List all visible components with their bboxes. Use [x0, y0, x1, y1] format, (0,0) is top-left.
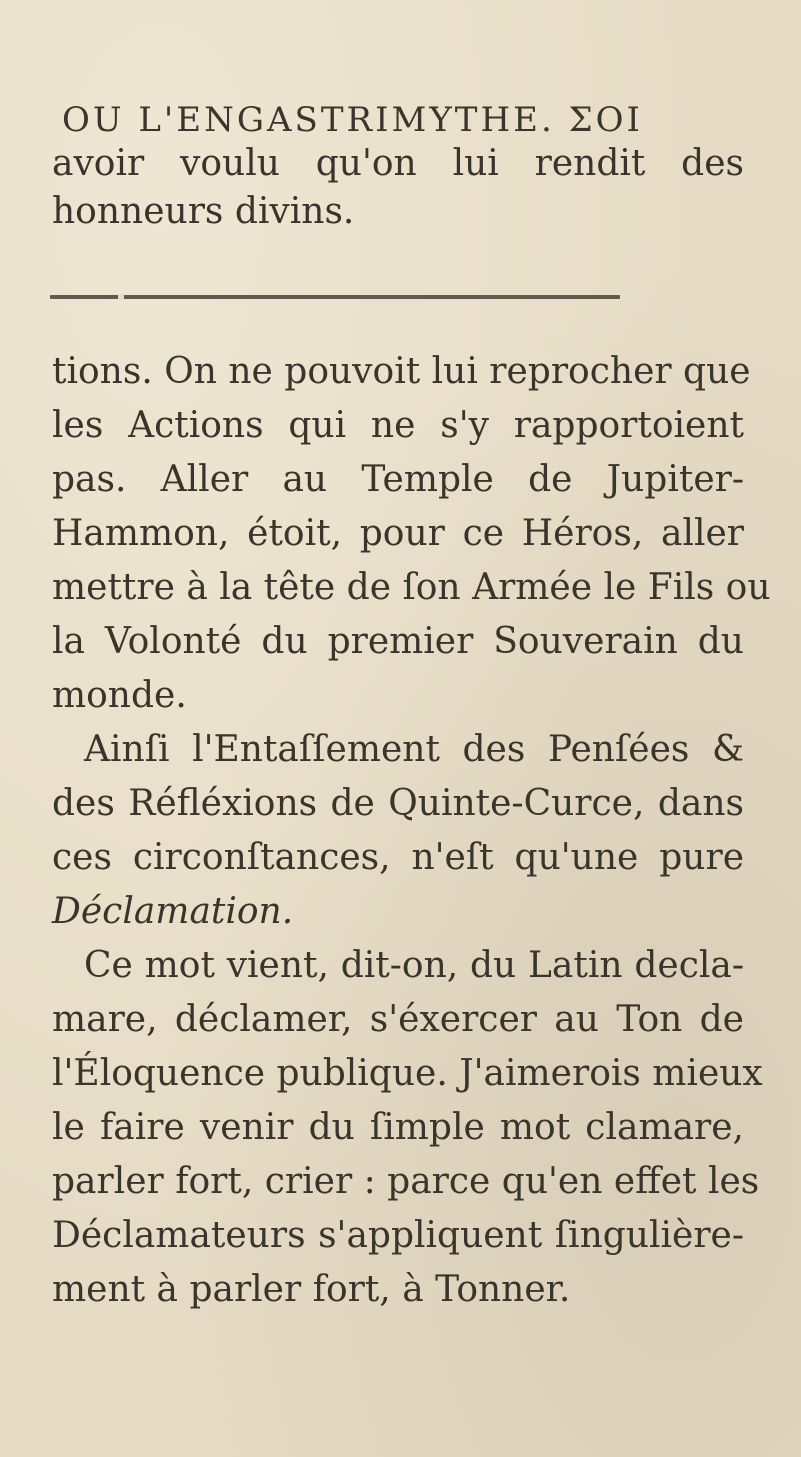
text-line: Déclamateurs s'appliquent ſingulière- — [52, 1215, 744, 1256]
section-divider — [50, 295, 620, 299]
text-line: pas. Aller au Temple de Jupiter- — [52, 459, 744, 500]
text-line: honneurs divins. — [52, 191, 355, 232]
text-line: le faire venir du ſimple mot clamare, — [52, 1107, 744, 1148]
paragraph-start: Ce mot vient, dit-on, du Latin decla- — [84, 945, 744, 986]
text-line: tions. On ne pouvoit lui reprocher que — [52, 351, 751, 392]
text-line: les Actions qui ne s'y rapportoient — [52, 405, 744, 446]
text-line: Déclamation. — [52, 891, 294, 932]
text-line: ment à parler fort, à Tonner. — [52, 1269, 571, 1310]
paragraph-start: Ainſi l'Entaſſement des Penſées & — [84, 729, 744, 770]
text-line: ces circonſtances, n'eſt qu'une pure — [52, 837, 744, 878]
running-head: OU L'ENGASTRIMYTHE. ƩOI — [62, 100, 643, 140]
text-line: avoir voulu qu'on lui rendit des — [52, 143, 744, 184]
text-line: l'Éloquence publique. J'aimerois mieux — [52, 1053, 763, 1094]
text-line: Hammon, étoit, pour ce Héros, aller — [52, 513, 744, 554]
text-line: mettre à la tête de ſon Armée le Fils ou — [52, 567, 771, 608]
text-line: des Réfléxions de Quinte-Curce, dans — [52, 783, 744, 824]
text-line: monde. — [52, 675, 187, 716]
text-line: parler fort, crier : parce qu'en effet les — [52, 1161, 760, 1202]
section-divider-gap — [118, 294, 124, 300]
text-line: mare, déclamer, s'éxercer au Ton de — [52, 999, 744, 1040]
text-line: la Volonté du premier Souverain du — [52, 621, 744, 662]
